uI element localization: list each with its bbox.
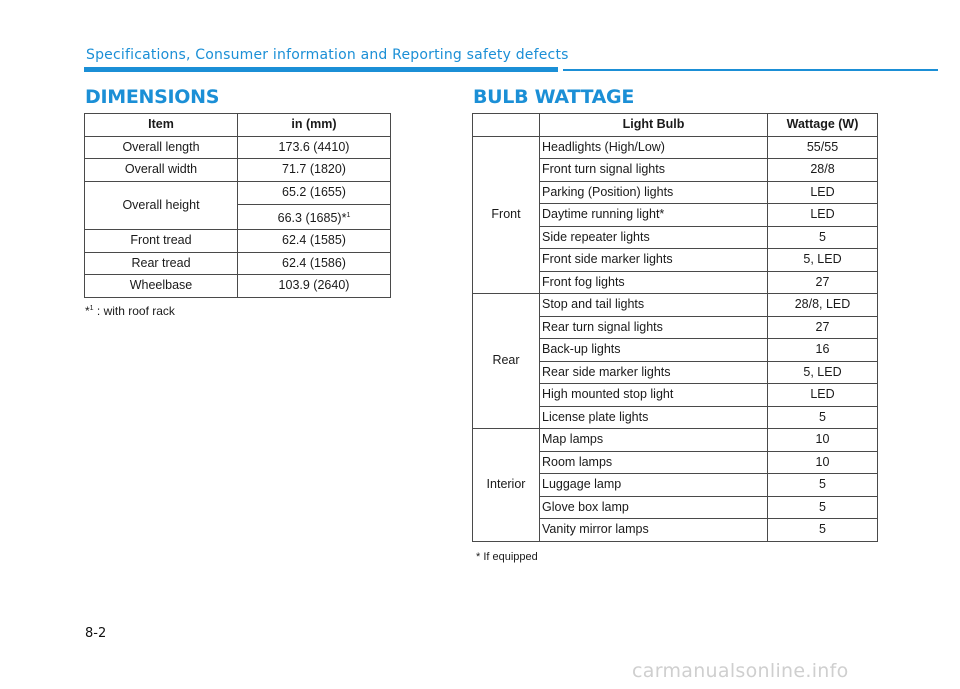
table-row <box>85 252 391 275</box>
wattage-cell: 16 <box>768 339 878 362</box>
wattage-cell: 5 <box>768 519 878 542</box>
bulb-name-cell: Front turn signal lights <box>540 159 768 182</box>
bulb-name-cell: Back-up lights <box>540 339 768 362</box>
bulb-name-cell: License plate lights <box>540 406 768 429</box>
column-header: Item <box>85 114 238 137</box>
value-cell: 71.7 (1820) <box>238 159 391 182</box>
footnote-superscript: 1 <box>346 211 351 219</box>
value-cell: 62.4 (1586) <box>238 252 391 275</box>
category-cell: Interior <box>473 429 540 542</box>
value-cell: 65.2 (1655) <box>238 181 391 204</box>
value-text: 66.3 (1685)* <box>277 210 347 225</box>
page-header-title: Specifications, Consumer information and Reporting safety defects <box>86 47 569 63</box>
table-row <box>473 294 878 317</box>
item-cell: Overall width <box>85 159 238 182</box>
bulb-footnote: * If equipped <box>476 551 538 563</box>
item-cell: Wheelbase <box>85 275 238 298</box>
column-header: Wattage (W) <box>768 114 878 137</box>
header-rule-thin <box>563 69 938 71</box>
wattage-cell: 5 <box>768 406 878 429</box>
wattage-cell: 5 <box>768 474 878 497</box>
value-cell: 173.6 (4410) <box>238 136 391 159</box>
column-header <box>473 114 540 137</box>
header-rule-thick <box>84 67 558 72</box>
bulb-wattage-table <box>472 113 878 542</box>
bulb-name-cell: Daytime running light* <box>540 204 768 227</box>
table-row <box>85 230 391 253</box>
bulb-name-cell: Room lamps <box>540 451 768 474</box>
wattage-cell: 5, LED <box>768 361 878 384</box>
footnote-superscript: 1 <box>89 305 94 312</box>
wattage-cell: LED <box>768 384 878 407</box>
wattage-cell: 5, LED <box>768 249 878 272</box>
category-cell: Front <box>473 136 540 294</box>
bulb-name-cell: Parking (Position) lights <box>540 181 768 204</box>
value-cell <box>238 204 391 230</box>
wattage-cell: 5 <box>768 226 878 249</box>
column-header: in (mm) <box>238 114 391 137</box>
bulb-name-cell: Rear turn signal lights <box>540 316 768 339</box>
item-cell: Overall height <box>85 181 238 230</box>
bulb-name-cell: Map lamps <box>540 429 768 452</box>
wattage-cell: 5 <box>768 496 878 519</box>
wattage-cell: LED <box>768 204 878 227</box>
bulb-name-cell: Front side marker lights <box>540 249 768 272</box>
table-header-row <box>473 114 878 137</box>
table-row <box>85 275 391 298</box>
bulb-name-cell: Side repeater lights <box>540 226 768 249</box>
dimensions-footnote <box>85 304 175 318</box>
wattage-cell: 27 <box>768 316 878 339</box>
page-number: 8-2 <box>85 626 107 641</box>
bulb-name-cell: Rear side marker lights <box>540 361 768 384</box>
bulb-name-cell: Glove box lamp <box>540 496 768 519</box>
table-row <box>473 429 878 452</box>
bulb-name-cell: Stop and tail lights <box>540 294 768 317</box>
item-cell: Front tread <box>85 230 238 253</box>
dimensions-title: DIMENSIONS <box>85 86 220 108</box>
wattage-cell: 28/8, LED <box>768 294 878 317</box>
dimensions-table <box>84 113 391 298</box>
bulb-name-cell: Front fog lights <box>540 271 768 294</box>
value-cell: 103.9 (2640) <box>238 275 391 298</box>
wattage-cell: 10 <box>768 429 878 452</box>
table-row <box>85 136 391 159</box>
wattage-cell: 27 <box>768 271 878 294</box>
bulb-wattage-title: BULB WATTAGE <box>473 86 635 108</box>
bulb-table-body <box>473 136 878 541</box>
bulb-name-cell: High mounted stop light <box>540 384 768 407</box>
bulb-name-cell: Luggage lamp <box>540 474 768 497</box>
item-cell: Overall length <box>85 136 238 159</box>
table-header-row <box>85 114 391 137</box>
footnote-mark: * <box>85 304 90 318</box>
wattage-cell: 10 <box>768 451 878 474</box>
bulb-name-cell: Headlights (High/Low) <box>540 136 768 159</box>
wattage-cell: LED <box>768 181 878 204</box>
column-header: Light Bulb <box>540 114 768 137</box>
table-row <box>85 181 391 204</box>
wattage-cell: 55/55 <box>768 136 878 159</box>
value-cell: 62.4 (1585) <box>238 230 391 253</box>
footnote-text: : with roof rack <box>93 304 175 318</box>
table-row <box>85 159 391 182</box>
item-cell: Rear tread <box>85 252 238 275</box>
watermark-text: carmanualsonline.info <box>632 660 849 682</box>
category-cell: Rear <box>473 294 540 429</box>
wattage-cell: 28/8 <box>768 159 878 182</box>
table-row <box>473 136 878 159</box>
bulb-name-cell: Vanity mirror lamps <box>540 519 768 542</box>
